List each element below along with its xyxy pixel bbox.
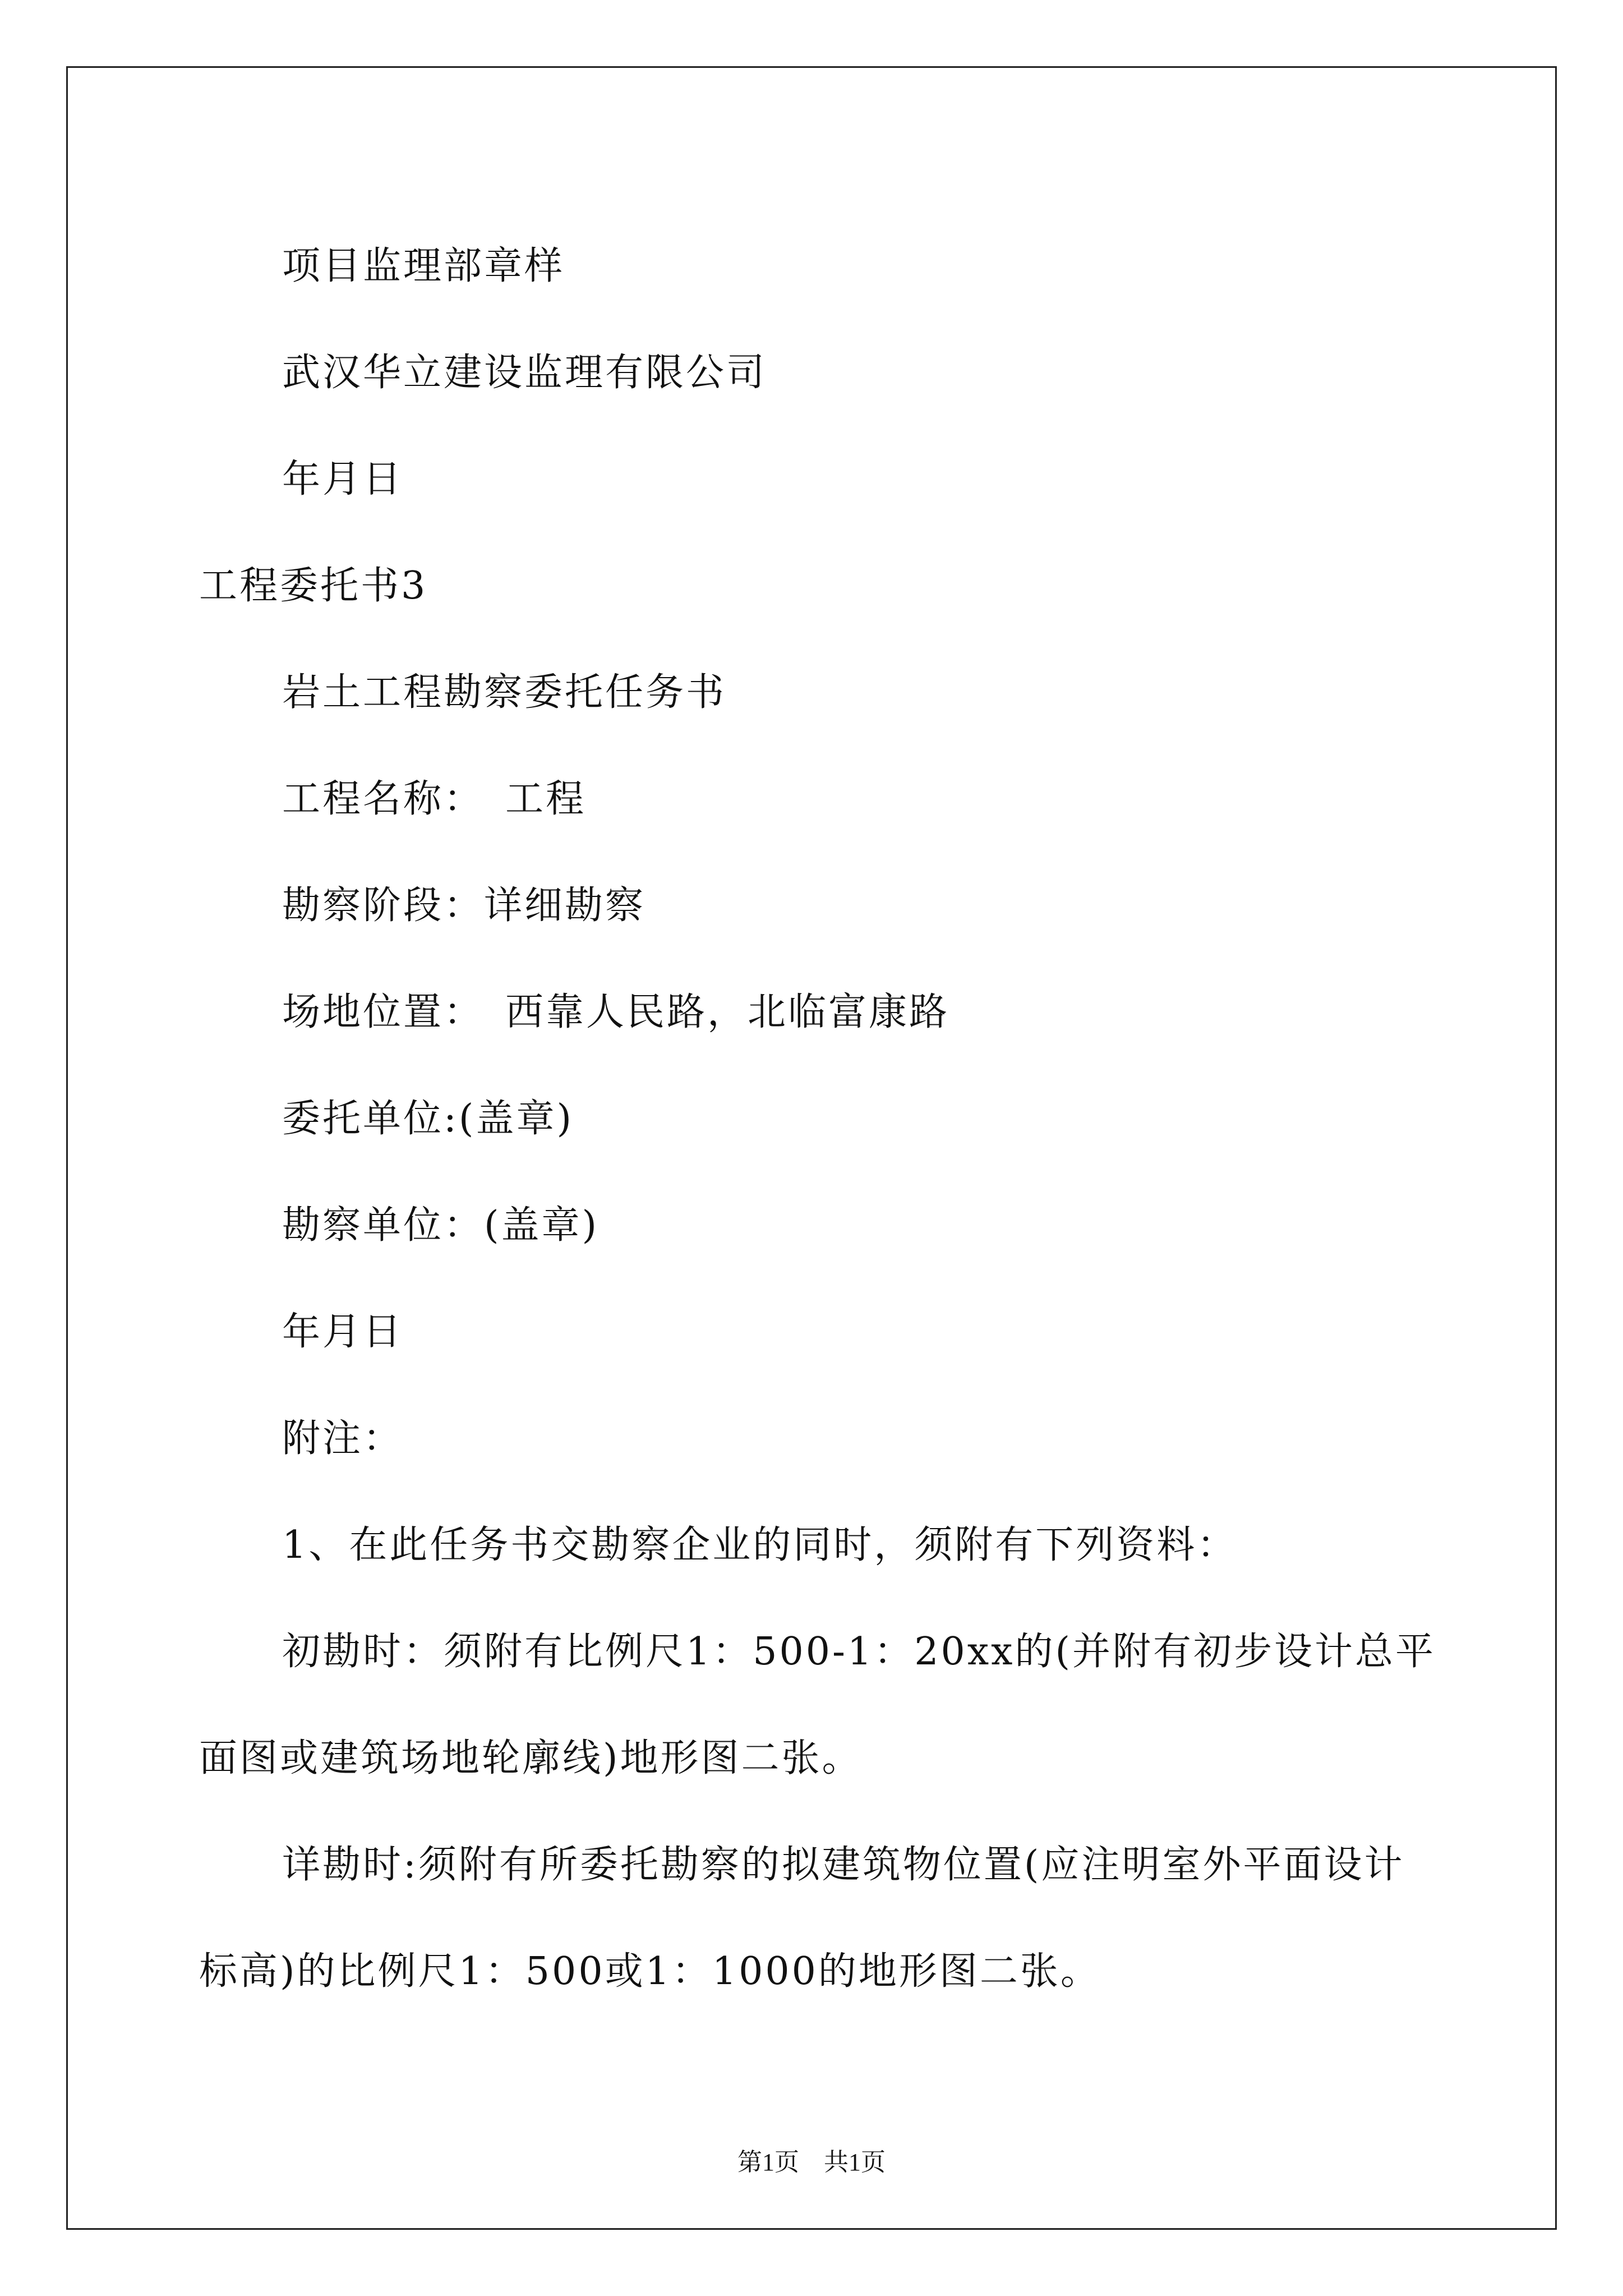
- section-heading: 工程委托书3: [199, 564, 428, 608]
- field-survey-stage: 勘察阶段：详细勘察: [282, 884, 646, 928]
- paragraph-line: 标高)的比例尺1：500或1：1000的地形图二张。: [199, 1949, 1101, 1994]
- field-survey-unit: 勘察单位：(盖章): [282, 1203, 600, 1248]
- paragraph-line: 面图或建筑场地轮廓线)地形图二张。: [199, 1736, 863, 1780]
- document-body: [199, 213, 1436, 2025]
- text-line-date-1: 年月日: [282, 457, 404, 501]
- paragraph-detailed-survey: [199, 1812, 1427, 2025]
- page-footer: 第1页 共1页: [737, 2148, 886, 2176]
- note-item-1: 1、在此任务书交勘察企业的同时，须附有下列资料：: [282, 1523, 1238, 1567]
- text-line-company: 武汉华立建设监理有限公司: [282, 351, 767, 395]
- field-client-unit: 委托单位:(盖章): [282, 1097, 574, 1141]
- text-line-date-2: 年月日: [282, 1310, 404, 1354]
- document-title: 岩土工程勘察委托任务书: [282, 670, 727, 715]
- field-site-location: 场地位置： 西靠人民路，北临富康路: [282, 990, 950, 1034]
- field-project-name: 工程名称： 工程: [282, 777, 587, 821]
- paragraph-preliminary-survey: [199, 1599, 1436, 1812]
- text-line-seal-sample: 项目监理部章样: [282, 244, 565, 288]
- paragraph-line: 初勘时：须附有比例尺1：500-1：20xx的(并附有初步设计总平: [282, 1630, 1436, 1674]
- paragraph-line: 详勘时:须附有所委托勘察的拟建筑物位置(应注明室外平面设计: [282, 1843, 1405, 1887]
- notes-heading: 附注：: [282, 1416, 404, 1461]
